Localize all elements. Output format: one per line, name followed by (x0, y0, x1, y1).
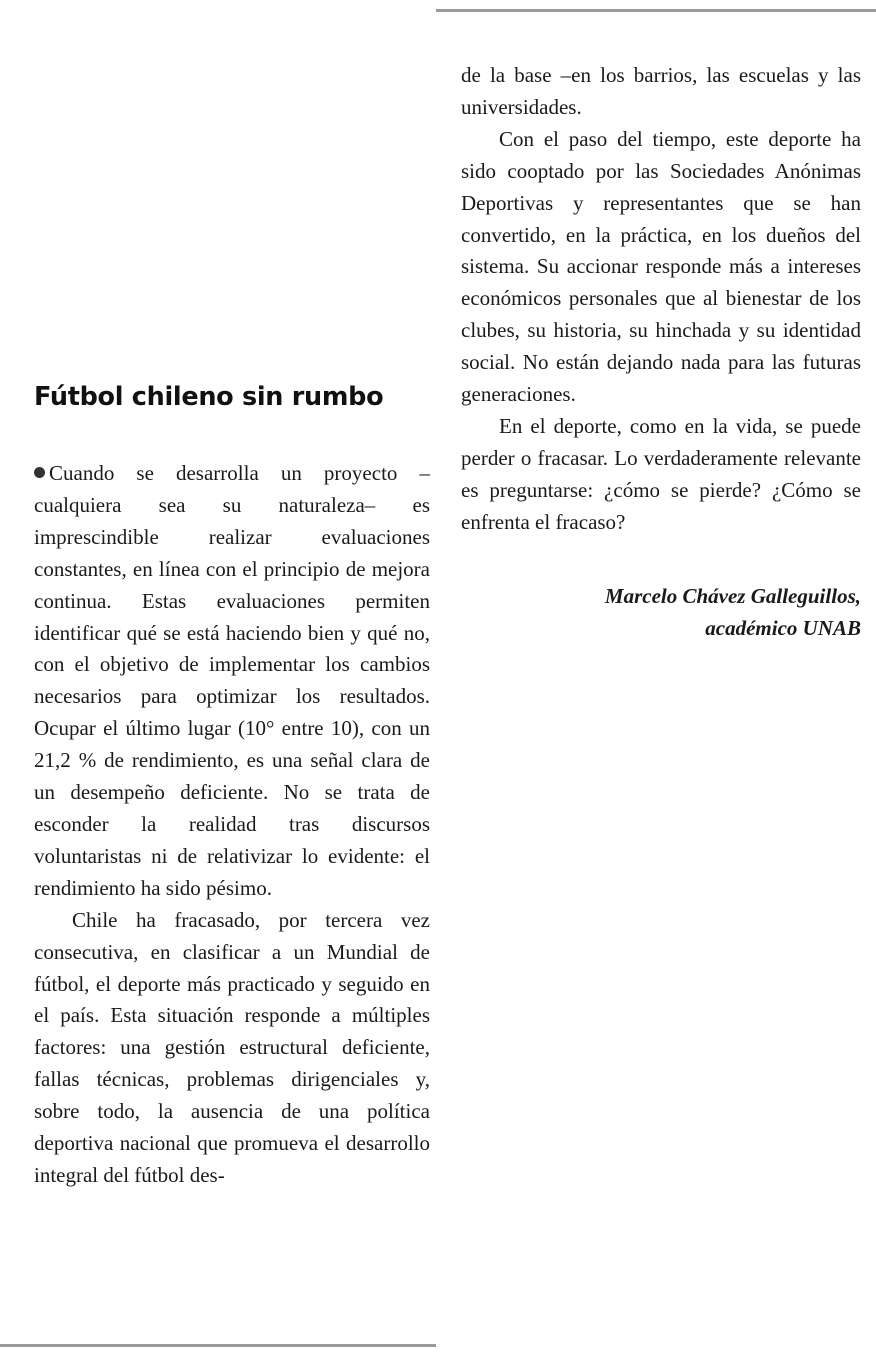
top-column-rule (436, 9, 876, 12)
author-name: Marcelo Chávez Galleguillos, (604, 583, 861, 608)
article-body-right (461, 60, 861, 539)
paragraph-4: Con el paso del tiempo, este deporte ha sido cooptado por las Sociedades Anónimas Deportivas y representantes que se han convertido, en la práctica, en los dueños del sistema. Su accionar responde más a intereses económicos personales que al bienestar de los clubes, su historia, su hinchada y su identidad social. No están dejando nada para las futuras generaciones. (461, 126, 861, 407)
paragraph-5: En el deporte, como en la vida, se puede perder o fracasar. Lo verdaderamente relevante es preguntarse: ¿cómo se pierde? ¿Cómo se enfrenta el fracaso? (461, 413, 861, 534)
author-title: académico UNAB (705, 615, 861, 640)
article-body-left (34, 458, 430, 1192)
bottom-column-rule (0, 1344, 436, 1347)
paragraph-1-text: Cuando se desarrolla un proyecto –cualquiera sea su naturaleza– es imprescindible realizar evaluaciones constantes, en línea con el principio de mejora continua. Estas evaluaciones permiten identificar qué se está haciendo bien y qué no, con el objetivo de implementar los cambios necesarios para optimizar los resultados. Ocupar el último lugar (10° entre 10), con un 21,2 % de rendimiento, es una señal clara de un desempeño deficiente. No se trata de esconder la realidad tras discursos voluntaristas ni de relativizar lo evidente: el rendimiento ha sido pésimo. (34, 461, 430, 900)
article-headline: Fútbol chileno sin rumbo (34, 382, 384, 412)
author-signature (461, 580, 861, 644)
bullet-icon (34, 467, 45, 478)
paragraph-1 (34, 458, 430, 905)
paragraph-2: Chile ha fracasado, por tercera vez consecutiva, en clasificar a un Mundial de fútbol, el deporte más practicado y seguido en el país. Esta situación responde a múltiples factores: una gestión estructural deficiente, fallas técnicas, problemas dirigenciales y, sobre todo, la ausencia de una política deportiva nacional que promueva el desarrollo integral del fútbol des- (34, 907, 430, 1187)
article-left-column (34, 380, 430, 1192)
paragraph-3: de la base –en los barrios, las escuelas y las universidades. (461, 63, 861, 119)
article-right-column (461, 60, 861, 644)
